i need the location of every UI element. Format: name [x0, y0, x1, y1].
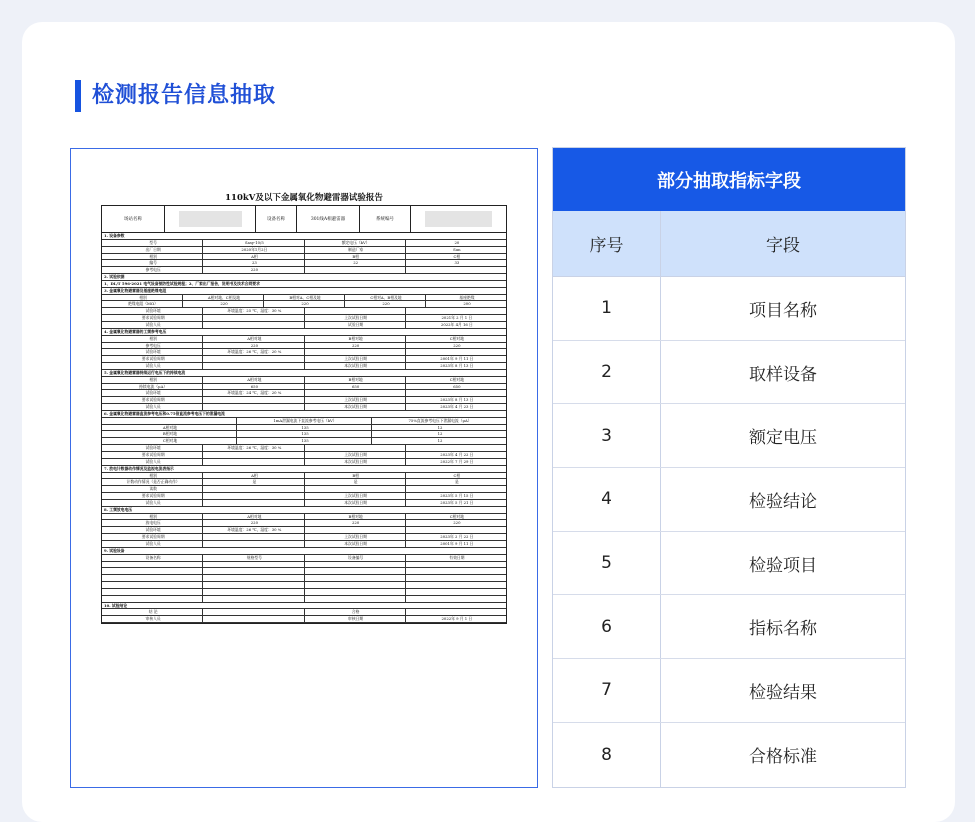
report-cell: 7. 放电计数器动作情况及监视电流表指示	[104, 465, 174, 471]
report-cell: 220	[264, 301, 345, 307]
report-cell: 编号	[102, 260, 203, 266]
report-cell: 参考电压	[102, 343, 203, 349]
report-cell	[305, 349, 406, 355]
report-row	[102, 568, 506, 575]
report-row	[102, 267, 506, 274]
report-row	[102, 445, 506, 452]
report-row	[102, 308, 506, 315]
report-cell: 220	[203, 343, 304, 349]
report-cell: 上次试验日期	[305, 534, 406, 540]
report-cell: 本次试验日期	[305, 500, 406, 506]
report-cell: C相对地	[449, 335, 465, 341]
report-cell	[203, 452, 304, 458]
report-cell: 要求试验周期	[102, 493, 203, 499]
report-cell	[305, 562, 406, 568]
report-cell: 220	[203, 520, 304, 526]
report-cell: 相别	[102, 295, 183, 301]
report-cell: 220	[305, 520, 406, 526]
report-cell: Sun	[453, 246, 461, 252]
report-cell: 2022年 4月 16 日	[440, 321, 473, 327]
report-cell: 设备编号	[305, 555, 406, 561]
report-row	[102, 397, 506, 404]
report-cell: 22	[305, 260, 406, 266]
row-field-name: 检验结果	[749, 682, 817, 703]
report-cell: 75%直流参考电压下泄漏电流（μA）	[408, 417, 472, 423]
report-cell	[305, 390, 406, 396]
table-rows	[553, 277, 905, 787]
row-field-name: 检验结论	[749, 491, 817, 512]
report-cell: 审核日期	[305, 616, 406, 622]
report-row	[102, 254, 506, 261]
report-cell	[203, 582, 304, 588]
report-cell: C相对A、B相及地	[345, 295, 426, 301]
table-row	[553, 277, 905, 341]
report-row	[102, 363, 506, 370]
report-cell: 220	[305, 343, 406, 349]
report-cell	[203, 541, 304, 547]
row-number: 4	[553, 468, 661, 531]
table-row	[553, 723, 905, 787]
report-cell	[203, 322, 304, 328]
report-row	[102, 493, 506, 500]
report-cell: 放电电压	[102, 520, 203, 526]
report-cell: 相别	[102, 473, 203, 479]
report-cell: 本次试验日期	[305, 363, 406, 369]
report-cell	[203, 534, 304, 540]
report-cell	[102, 418, 237, 424]
report-cell: C相对地	[102, 438, 237, 444]
report-cell: A相对地	[102, 425, 237, 431]
report-cell: C相对地	[449, 513, 465, 519]
report-cell: 2022年 7 月 29 日	[440, 458, 474, 464]
report-cell: 是	[203, 479, 304, 485]
report-cell: 135	[237, 431, 372, 437]
report-cell: 试验人员	[102, 500, 203, 506]
report-row	[102, 562, 506, 569]
report-cell: A相	[203, 254, 304, 260]
column-header-no: 序号	[553, 211, 661, 276]
report-row	[102, 377, 506, 384]
report-cell: 10. 试验结论	[104, 602, 128, 608]
report-cell	[203, 363, 304, 369]
report-cell: 合格	[305, 609, 406, 615]
report-cell: 上次试验日期	[305, 315, 406, 321]
report-cell: 试验人员	[102, 404, 203, 410]
report-cell: A相对地	[203, 336, 304, 342]
row-number: 6	[553, 595, 661, 658]
report-cell: 环境温度：26 ℃，湿度：20 %	[203, 349, 304, 355]
table-row	[553, 468, 905, 532]
report-cell	[203, 589, 304, 595]
report-cell: 2020年1月2日	[203, 247, 304, 253]
report-cell: 2021年 2 月 1 日	[441, 315, 473, 321]
report-cell: 试验人员	[102, 459, 203, 465]
report-cell: 8. 工频放电电压	[104, 506, 133, 512]
report-cell: 额定电压（kV）	[305, 240, 406, 246]
report-cell	[305, 589, 406, 595]
report-cell: 2. 试验依据	[104, 274, 125, 280]
report-row	[102, 534, 506, 541]
report-cell: 上次试验日期	[305, 397, 406, 403]
report-cell	[203, 459, 304, 465]
report-cell: 2023年 4 月 22 日	[440, 452, 474, 457]
report-cell: 审核人员	[102, 616, 203, 622]
report-cell: 1. 设备参数	[104, 233, 125, 238]
report-cell: 环境温度：25 ℃，湿度：30 %	[203, 308, 304, 314]
report-row	[102, 240, 506, 247]
table-row	[553, 595, 905, 659]
extracted-fields-table	[552, 147, 906, 788]
report-cell: B相对地	[102, 431, 237, 437]
report-cell: 650	[203, 384, 304, 390]
report-cell: 试验环境	[102, 308, 203, 314]
report-cell: Sasy-10/5	[203, 240, 304, 246]
report-cell	[203, 616, 304, 622]
row-field-name: 取样设备	[749, 364, 817, 385]
report-cell: C相对地	[449, 376, 465, 382]
report-cell: 220	[183, 301, 264, 307]
report-cell: 试验人员	[102, 363, 203, 369]
report-header-row	[101, 205, 507, 233]
report-cell: 参考电压	[102, 267, 203, 273]
report-row	[102, 418, 506, 425]
report-cell: 2023年 5 月 15 日	[440, 493, 474, 499]
report-row	[102, 507, 506, 514]
report-cell: 135	[237, 438, 372, 444]
device-value: 301线A相避雷器	[297, 206, 360, 232]
report-cell: B相对地	[305, 336, 406, 342]
report-row	[102, 425, 506, 432]
row-number: 5	[553, 532, 661, 595]
row-field-name: 项目名称	[749, 300, 817, 321]
report-cell: 2022年 9 月 1 日	[441, 616, 473, 622]
report-cell	[203, 404, 304, 410]
report-cell	[305, 308, 406, 314]
report-cell: B相	[305, 254, 406, 260]
report-cell	[406, 445, 506, 451]
report-cell	[305, 575, 406, 581]
report-cell: 220	[453, 342, 461, 348]
report-cell	[305, 267, 406, 273]
report-cell: 读数	[102, 486, 203, 492]
report-cell: 9. 试验设备	[104, 547, 125, 553]
report-cell	[203, 609, 304, 615]
report-row	[102, 452, 506, 459]
report-cell	[406, 609, 506, 615]
page-title: 检测报告信息抽取	[92, 83, 277, 108]
report-cell: 220	[345, 301, 426, 307]
report-cell	[102, 589, 203, 595]
report-cell	[203, 596, 304, 602]
report-row	[102, 575, 506, 582]
sys-value-redacted	[411, 206, 506, 232]
report-cell: 220	[453, 520, 461, 526]
table-column-header	[553, 211, 905, 277]
report-cell: 20	[454, 239, 460, 245]
report-row	[102, 459, 506, 466]
report-cell: A相	[203, 473, 304, 479]
report-cell	[406, 486, 506, 492]
report-cell: 试验环境	[102, 445, 203, 451]
report-row	[102, 288, 506, 295]
report-cell	[406, 308, 506, 314]
report-cell: 是	[305, 479, 406, 485]
report-row	[102, 514, 506, 521]
report-cell: B相对地	[305, 514, 406, 520]
report-cell: 试验环境	[102, 390, 203, 396]
report-cell: 12	[437, 424, 443, 430]
report-cell: 环境温度：24 ℃，湿度：20 %	[203, 390, 304, 396]
report-cell	[102, 562, 203, 568]
report-cell: 规格型号	[203, 555, 304, 561]
report-row	[102, 527, 506, 534]
report-cell	[102, 568, 203, 574]
report-cell: 2023年 2 月 22 日	[440, 534, 474, 540]
report-cell: 试验人员	[102, 541, 203, 547]
report-cell	[305, 486, 406, 492]
report-cell	[203, 315, 304, 321]
report-row	[102, 390, 506, 397]
report-cell	[203, 575, 304, 581]
report-cell: 相别	[102, 254, 203, 260]
report-cell	[203, 356, 304, 362]
report-cell	[406, 575, 506, 581]
report-row	[102, 589, 506, 596]
report-cell: 上次试验日期	[305, 493, 406, 499]
table-row	[553, 341, 905, 405]
report-cell	[406, 596, 506, 602]
report-row	[102, 596, 506, 603]
report-row	[102, 329, 506, 336]
row-field-name: 额定电压	[749, 428, 817, 449]
report-cell: 2023年 5 月 21 日	[440, 499, 474, 505]
report-cell: A相对地	[203, 377, 304, 383]
report-row	[102, 473, 506, 480]
report-cell: 上次试验日期	[305, 452, 406, 458]
report-cell: 要求试验周期	[102, 356, 203, 362]
report-row	[102, 609, 506, 616]
site-label: 场站名称	[102, 206, 165, 232]
report-cell: 650	[305, 384, 406, 390]
report-cell: 200	[463, 301, 471, 307]
report-cell: B相	[305, 473, 406, 479]
report-cell: 1mA泄漏电流下直流参考电压（kV）	[237, 418, 372, 424]
report-cell: 试验日期	[305, 322, 406, 328]
report-row	[102, 260, 506, 267]
row-number: 3	[553, 404, 661, 467]
report-cell: 2023年 8 月 13 日	[440, 397, 474, 403]
report-cell	[305, 568, 406, 574]
report-cell: 本次试验日期	[305, 459, 406, 465]
report-cell: 计数动作情况（是否正确动作）	[102, 479, 203, 485]
report-cell: C相	[453, 253, 461, 259]
row-field-name: 检验项目	[749, 555, 817, 576]
report-cell: 相别	[102, 514, 203, 520]
report-row	[102, 486, 506, 493]
report-cell: 持续电流（μA）	[102, 384, 203, 390]
report-cell: 1、DL/T 596-2021 电气设备预防性试验规程；2、厂家出厂报告，说明书及技术合同要求	[104, 280, 260, 286]
report-cell: 环境温度：26 ℃，湿度：30 %	[203, 527, 304, 533]
report-cell: 2023年 8 月 13 日	[440, 363, 474, 369]
report-cell	[406, 582, 506, 588]
table-row	[553, 659, 905, 723]
report-row	[102, 281, 506, 288]
report-cell: B相对地	[305, 377, 406, 383]
report-cell: 设备名称	[102, 555, 203, 561]
report-cell: 5. 金属氧化物避雷器持续运行电压下的持续电流	[104, 369, 186, 375]
report-cell: A相对地、C相及地	[183, 295, 264, 301]
report-cell	[406, 267, 506, 273]
row-number: 8	[553, 723, 661, 787]
report-cell	[406, 527, 506, 533]
report-document	[101, 191, 507, 751]
table-row	[553, 404, 905, 468]
report-row	[102, 404, 506, 411]
report-cell	[305, 596, 406, 602]
report-cell	[203, 568, 304, 574]
row-number: 1	[553, 277, 661, 340]
report-row	[102, 520, 506, 527]
report-cell	[406, 562, 506, 568]
report-cell: 环境温度：26 ℃，湿度：30 %	[203, 445, 304, 451]
table-title: 部分抽取指标字段	[553, 148, 905, 211]
report-cell: 是	[454, 479, 459, 485]
report-row	[102, 295, 506, 302]
report-row	[102, 384, 506, 391]
title-accent-bar	[75, 80, 81, 112]
report-row	[102, 603, 506, 610]
report-cell: 要求试验周期	[102, 315, 203, 321]
report-cell: B相对A、C相及地	[264, 295, 345, 301]
report-cell: C相	[453, 472, 461, 478]
row-number: 2	[553, 341, 661, 404]
report-cell: 要求试验周期	[102, 534, 203, 540]
report-cell: 220	[203, 267, 304, 273]
report-cell: 23	[203, 260, 304, 266]
report-cell: 2001年 9 月 11 日	[440, 356, 474, 362]
report-cell	[305, 582, 406, 588]
report-cell	[203, 562, 304, 568]
table-row	[553, 532, 905, 596]
report-row	[102, 616, 506, 623]
report-cell: 相别	[102, 336, 203, 342]
report-cell: A相对地	[203, 514, 304, 520]
report-cell	[203, 486, 304, 492]
report-row	[102, 548, 506, 555]
report-cell: 相别	[102, 377, 203, 383]
report-row	[102, 431, 506, 438]
report-cell: 要求试验周期	[102, 397, 203, 403]
report-row	[102, 555, 506, 562]
device-label: 设备名称	[256, 206, 297, 232]
report-row	[102, 500, 506, 507]
report-cell	[102, 575, 203, 581]
report-cell: 本次试验日期	[305, 541, 406, 547]
report-cell	[203, 493, 304, 499]
report-row	[102, 233, 506, 240]
report-cell	[305, 445, 406, 451]
report-cell	[102, 582, 203, 588]
report-row	[102, 466, 506, 473]
report-row	[102, 247, 506, 254]
report-cell: 135	[237, 425, 372, 431]
report-cell	[203, 397, 304, 403]
report-preview[interactable]	[70, 148, 538, 788]
report-row	[102, 541, 506, 548]
report-cell	[406, 390, 506, 396]
report-cell: 有效日期	[449, 554, 465, 560]
report-cell: 本次试验日期	[305, 404, 406, 410]
report-row	[102, 370, 506, 377]
report-cell: 试验人员	[102, 322, 203, 328]
report-cell: 试验环境	[102, 349, 203, 355]
report-body	[101, 233, 507, 624]
report-cell: 4. 金属氧化物避雷器的工频参考电压	[104, 328, 167, 334]
report-cell: 结 论	[102, 609, 203, 615]
report-row	[102, 349, 506, 356]
report-cell: 绝缘电阻（MΩ）	[102, 301, 183, 307]
report-cell: 33	[454, 260, 460, 266]
report-row	[102, 336, 506, 343]
report-cell: 要求试验周期	[102, 452, 203, 458]
report-cell: 12	[437, 438, 443, 444]
report-cell	[406, 589, 506, 595]
row-field-name: 指标名称	[749, 619, 817, 640]
report-row	[102, 274, 506, 281]
report-cell	[406, 349, 506, 355]
report-cell	[203, 500, 304, 506]
report-cell: 出厂日期	[102, 247, 203, 253]
report-cell	[406, 568, 506, 574]
report-title: 110kV及以下金属氧化物避雷器试验报告	[225, 193, 383, 203]
report-cell	[102, 596, 203, 602]
report-row	[102, 315, 506, 322]
report-cell: 型号	[102, 240, 203, 246]
report-cell: 650	[453, 383, 461, 389]
report-cell: 制造厂家	[305, 247, 406, 253]
report-cell: 3. 金属氧化物避雷器及基座绝缘电阻	[104, 287, 167, 293]
row-number: 7	[553, 659, 661, 722]
report-cell: 12	[437, 431, 443, 437]
report-row	[102, 356, 506, 363]
report-row	[102, 411, 506, 418]
report-row	[102, 582, 506, 589]
report-cell: 上次试验日期	[305, 356, 406, 362]
report-cell: 基座绝缘	[459, 294, 475, 300]
report-row	[102, 479, 506, 486]
report-cell	[305, 527, 406, 533]
column-header-field: 字段	[766, 236, 800, 256]
row-field-name: 合格标准	[749, 747, 817, 768]
report-cell: 试验环境	[102, 527, 203, 533]
report-row	[102, 322, 506, 329]
report-row	[102, 438, 506, 445]
report-cell: 6. 金属氧化物避雷器直流参考电压和0.75倍直流参考电压下的泄漏电流	[104, 410, 225, 416]
sys-label: 系统编号	[360, 206, 411, 232]
report-cell: 2001年 9 月 11 日	[440, 540, 474, 546]
report-row	[102, 301, 506, 308]
report-cell: 2023年 4 月 23 日	[440, 404, 474, 410]
report-row	[102, 343, 506, 350]
site-value-redacted	[165, 206, 256, 232]
